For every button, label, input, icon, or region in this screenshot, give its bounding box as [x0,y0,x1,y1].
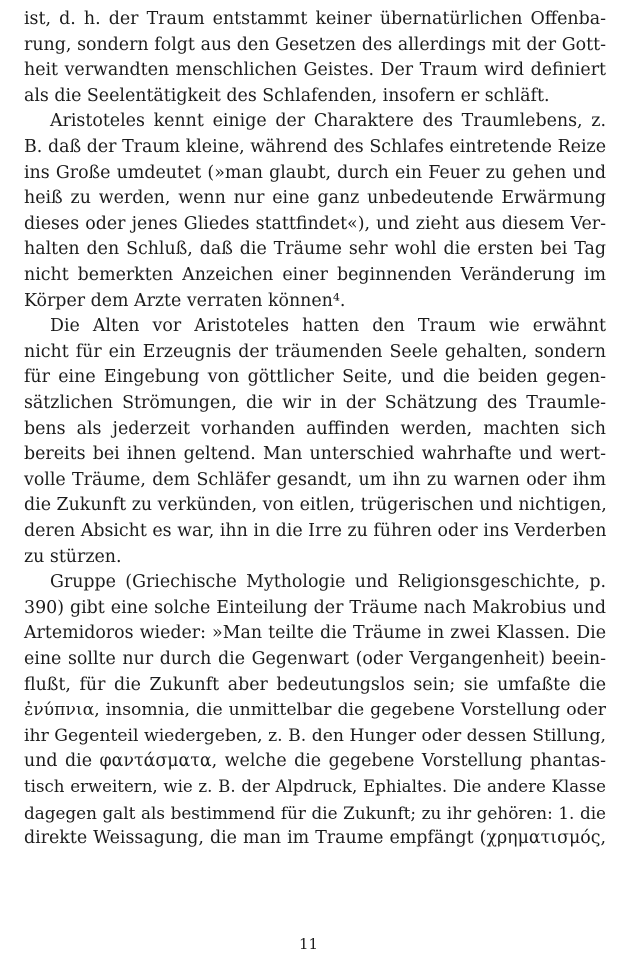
text-line: Aristoteles kennt einige der Charaktere des Traumlebens, z. [50,111,606,132]
text-line: B. daß der Traum kleine, während des Schlafes eintretende Reize [24,137,606,157]
text-line: sätzlichen Strömungen, die wir in der Schätzung des Traumle- [24,393,606,413]
text-line: halten den Schluß, daß die Träume sehr wohl die ersten bei Tag [24,239,606,260]
text-line: Gruppe (Griechische Mythologie und Religionsgeschichte, p. [50,572,606,593]
text-line: dieses oder jenes Gliedes stattfindet«), und zieht aus diesem Ver- [24,213,606,234]
text-line: und die φαντάσματα, welche die gegebene Vorstellung phantas- [24,751,606,772]
text-line: Körper dem Arzte verraten können⁴. [24,290,346,311]
text-line: ihr Gegenteil wiedergeben, z. B. den Hunger oder dessen Stillung, [24,725,606,746]
text-line: nicht für ein Erzeugnis der träumenden Seele gehalten, sondern [24,341,606,362]
text-line: heit verwandten menschlichen Geistes. Der Traum wird definiert [24,60,606,81]
text-line: bereits bei ihnen geltend. Man unterschied wahrhafte und wert- [24,444,606,465]
text-line: dagegen galt als bestimmend für die Zukunft; zu ihr gehören: 1. die [24,802,606,823]
text-line: nicht bemerkten Anzeichen einer beginnenden Veränderung im [24,265,606,285]
text-line: 390) gibt eine solche Einteilung der Träume nach Makrobius und [24,597,606,618]
text-line: tisch erweitern, wie z. B. der Alpdruck, Ephialtes. Die andere Klasse [24,777,606,796]
text-line: ins Große umdeutet (»man glaubt, durch ein Feuer zu gehen und [24,162,606,183]
text-line: für eine Eingebung von göttlicher Seite, und die beiden gegen- [24,367,606,388]
text-line: direkte Weissagung, die man im Traume empfängt (χρηματισμός, [24,828,606,849]
text-line: deren Absicht es war, ihn in die Irre zu führen oder ins Verderben [24,521,607,541]
text-line: volle Träume, dem Schläfer gesandt, um ihn zu warnen oder ihm [24,469,606,490]
text-line: rung, sondern folgt aus den Gesetzen des allerdings mit der Gott- [24,34,606,55]
text-line: heiß zu werden, wenn nur eine ganz unbedeutende Erwärmung [24,188,606,209]
text-line: ist, d. h. der Traum entstammt keiner übernatürlichen Offenba- [24,9,606,29]
text-line: die Zukunft zu verkünden, von eitlen, trügerischen und nichtigen, [24,495,607,516]
text-line: ἐνύπνια, insomnia, die unmittelbar die gegebene Vorstellung oder [24,700,606,721]
text-line: eine sollte nur durch die Gegenwart (oder Vergangenheit) beein- [24,649,606,669]
text-line: als die Seelentätigkeit des Schlafenden, insofern er schläft. [24,85,550,106]
page-number: 11 [298,935,319,953]
text-line: bens als jederzeit vorhanden auffinden werden, machten sich [24,418,606,439]
text-line: zu stürzen. [24,546,122,567]
text-line: flußt, für die Zukunft aber bedeutungslos sein; sie umfaßte die [24,674,606,695]
text-line: Artemidoros wieder: »Man teilte die Träume in zwei Klassen. Die [24,623,606,644]
text-line: Die Alten vor Aristoteles hatten den Traum wie erwähnt [50,316,606,337]
